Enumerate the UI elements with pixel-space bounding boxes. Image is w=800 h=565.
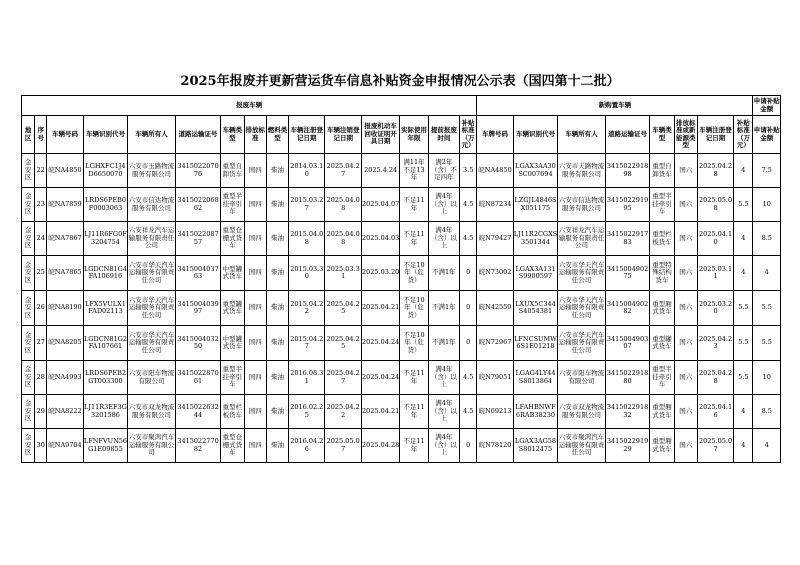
table-cell: 2015.04.22 (289, 291, 325, 326)
table-cell: LFAHBNWF6RAB38230 (513, 395, 558, 429)
table-cell: 341502207076 (175, 154, 221, 188)
table-cell: 0 (460, 326, 477, 361)
table-cell: 重型半挂牵引车 (221, 188, 244, 222)
table-cell: 341500490275 (605, 256, 650, 291)
table-cell: 六安市华天汽车运输服务有限责任公司 (128, 256, 176, 291)
table-cell: 皖NA9704 (47, 429, 83, 463)
table-cell: 六安市阳车物流有限公司 (558, 361, 606, 395)
table-cell: 金安区 (22, 154, 35, 188)
table-cell: 六安祥龙汽车运输服务有限责任公司 (558, 222, 606, 256)
table-cell: 0 (460, 256, 477, 291)
table-cell: 341502291832 (605, 395, 650, 429)
table-cell: 341502291995 (605, 188, 650, 222)
table-cell: 皖NA4850 (47, 154, 83, 188)
table-cell: 柴油 (266, 154, 288, 188)
table-cell: 不足11年 (400, 361, 428, 395)
column-header: 车辆号码 (47, 116, 83, 154)
header-row (22, 116, 781, 154)
table-cell: 重型半挂牵引车 (650, 188, 674, 222)
table-cell: LFNFVUN56G1E09855 (83, 429, 128, 463)
table-cell: 5.5 (734, 291, 753, 326)
column-header: 车辆注册登记日期 (697, 116, 733, 154)
table-cell: 341502291783 (605, 222, 650, 256)
table-cell: 2015.03.27 (289, 188, 325, 222)
table-cell: 皖N78120 (477, 429, 513, 463)
table-cell: 六安祥龙汽车运输服务有限责任公司 (128, 222, 176, 256)
column-header: 报废机动车回收证明开具日期 (361, 116, 399, 154)
table-body (22, 154, 781, 463)
table-cell: 2025.03.31 (325, 256, 361, 291)
table-cell: 2014.03.10 (289, 154, 325, 188)
table-cell: LXUX5C344S4054381 (513, 291, 558, 326)
table-cell: 柴油 (266, 222, 288, 256)
table-row (22, 361, 781, 395)
table-row (22, 188, 781, 222)
table-cell: 国六 (674, 222, 697, 256)
table-cell: 5.5 (753, 291, 781, 326)
table-cell: 2025.04.24 (361, 361, 399, 395)
table-cell: 2025.05.08 (697, 188, 733, 222)
table-cell: 2025.04.27 (325, 361, 361, 395)
table-cell: 2025.03.20 (697, 291, 733, 326)
table-cell: 六安市华天汽车运输服务有限责任公司 (128, 326, 176, 361)
table-cell: 2025.04.28 (697, 154, 733, 188)
table-cell: 2025.04.07 (361, 188, 399, 222)
table-cell: LGAX3AG58S8012475 (513, 429, 558, 463)
table-cell: 柴油 (266, 256, 288, 291)
column-header: 提前报废时间 (428, 116, 459, 154)
table-cell: 皖NA4993 (47, 361, 83, 395)
table-cell: 不满1年 (428, 291, 459, 326)
column-header: 燃料类型 (266, 116, 288, 154)
table-cell: 重型仓栅式货车 (221, 222, 244, 256)
table-row (22, 326, 781, 361)
table-cell: 国六 (674, 361, 697, 395)
table-cell: LGHXFC1J4D6650070 (83, 154, 128, 188)
table-cell: 3.5 (460, 154, 477, 188)
table-cell: 国六 (674, 291, 697, 326)
column-header: 车辆识别代号 (83, 116, 128, 154)
column-header: 车牌号码 (477, 116, 513, 154)
table-cell: 4 (734, 222, 753, 256)
table-cell: 柴油 (266, 395, 288, 429)
table-cell: 341502277082 (175, 429, 221, 463)
table-cell: 2025.04.16 (697, 395, 733, 429)
table-cell: 5.5 (734, 188, 753, 222)
table-cell: 341500490282 (605, 291, 650, 326)
table-cell: 金安区 (22, 361, 35, 395)
table-cell: 22 (35, 154, 47, 188)
column-header: 申请补贴金额 (753, 116, 781, 154)
table-cell: 341502291880 (605, 361, 650, 395)
table-cell: LGDCN81G4FA106916 (83, 256, 128, 291)
table-cell: 柴油 (266, 188, 288, 222)
column-header: 序号 (35, 116, 47, 154)
column-header: 排放标准或新能源类型 (674, 116, 697, 154)
table-cell: 2025.04.21 (361, 395, 399, 429)
table-cell: 2025.04.24 (361, 326, 399, 361)
table-cell: 重型厢式货车 (650, 395, 674, 429)
table-cell: 341502263244 (175, 395, 221, 429)
table-cell: 4.5 (460, 361, 477, 395)
table-cell: 国六 (674, 326, 697, 361)
table-cell: 4.5 (460, 222, 477, 256)
table-cell: 4 (734, 256, 753, 291)
table-cell: 国六 (674, 256, 697, 291)
table-cell: 不足10年（危货） (400, 291, 428, 326)
table-cell: 不足10年（危货） (400, 256, 428, 291)
table-cell: LFNCSUMW6S1E01218 (513, 326, 558, 361)
table-row (22, 395, 781, 429)
table-cell: 国六 (674, 429, 697, 463)
table-cell: 皖N73002 (477, 256, 513, 291)
table-cell: 2025.04.28 (697, 361, 733, 395)
table-cell: LGAG4LY44S8013864 (513, 361, 558, 395)
table-cell: 5.5 (734, 361, 753, 395)
table-cell: 2025.04.22 (325, 395, 361, 429)
table-cell: LFX5VULX1FAD02113 (83, 291, 128, 326)
column-header: 补贴标准（万元） (460, 116, 477, 154)
table-row (22, 429, 781, 463)
table-cell: 六安市天路物流服务有限公司 (558, 154, 606, 188)
table-cell: 六安市华天汽车运输服务有限责任公司 (558, 291, 606, 326)
table-cell: 六安市玉路物流服务有限公司 (128, 154, 176, 188)
table-cell: 六安市华天汽车运输服务有限责任公司 (128, 291, 176, 326)
table-cell: 2025.04.10 (697, 222, 733, 256)
table-cell: LJ11R3EF3G3201586 (83, 395, 128, 429)
table-cell: 六安市双龙物流服务有限公司 (128, 395, 176, 429)
table-cell: 国四 (244, 429, 266, 463)
table-cell: 341500403763 (175, 256, 221, 291)
table-cell: 341502291898 (605, 154, 650, 188)
table-row (22, 222, 781, 256)
table-cell: 满4年（含）以上 (428, 361, 459, 395)
table-cell: 重型罐式货车 (650, 326, 674, 361)
table-cell: 2025.04.25 (325, 291, 361, 326)
table-cell: 国四 (244, 222, 266, 256)
table-cell: LRDS6PEB2GT003300 (83, 361, 128, 395)
table-row (22, 154, 781, 188)
table-cell: 0 (460, 429, 477, 463)
table-cell: 皖N69213 (477, 395, 513, 429)
table-cell: 重型罐式货车 (221, 291, 244, 326)
column-header: 道路运输证号 (605, 116, 650, 154)
table-cell: 国四 (244, 326, 266, 361)
table-cell: 金安区 (22, 256, 35, 291)
table-cell: 不足11年 (400, 222, 428, 256)
table-cell: 重型特殊结构货车 (650, 256, 674, 291)
table-cell: 2025.04.03 (361, 222, 399, 256)
table-cell: 国六 (674, 188, 697, 222)
table-cell: 5.5 (734, 326, 753, 361)
table-cell: 金安区 (22, 291, 35, 326)
table-cell: 不足11年 (400, 395, 428, 429)
table-cell: 2015.03.30 (289, 256, 325, 291)
table-cell: 341502206862 (175, 188, 221, 222)
table-cell: 皖N72967 (477, 326, 513, 361)
table-cell: 六安市华天汽车运输服务有限责任公司 (558, 326, 606, 361)
table-cell: LJ11R2CGXS3501344 (513, 222, 558, 256)
table-cell: 2025.03.11 (697, 256, 733, 291)
table-cell: 4 (753, 429, 781, 463)
table-cell: 金安区 (22, 326, 35, 361)
table-cell: 六安市阳车物流有限公司 (128, 361, 176, 395)
table-cell: 满4年（含）以上 (428, 395, 459, 429)
table-cell: 2015.04.08 (289, 222, 325, 256)
table-cell: 六安市华天汽车运输服务有限责任公司 (558, 256, 606, 291)
table-cell: 10 (753, 188, 781, 222)
table-cell: 341500403997 (175, 291, 221, 326)
table-cell: 10 (753, 361, 781, 395)
table-cell: 不足10年（危货） (400, 326, 428, 361)
table-cell: LGAX3AA30SC007694 (513, 154, 558, 188)
table-cell: 皖NA8190 (47, 291, 83, 326)
table-cell: 国六 (674, 154, 697, 188)
column-header: 排放标准 (244, 116, 266, 154)
table-cell: 满4年（含）以上 (428, 188, 459, 222)
table-cell: 28 (35, 361, 47, 395)
column-header: 车辆所有人 (128, 116, 176, 154)
table-cell: 2025.04.27 (325, 154, 361, 188)
table-cell: 六安市聚鸿汽车运输服务有限公司 (128, 429, 176, 463)
table-cell: 重型自卸货车 (221, 154, 244, 188)
table-cell: 2025.4.24 (361, 154, 399, 188)
table-cell: 29 (35, 395, 47, 429)
table-cell: 满11年不足13年 (400, 154, 428, 188)
table-cell: 皖NA7859 (47, 188, 83, 222)
table-cell: 满4年（含）以上 (428, 222, 459, 256)
table-cell: 国四 (244, 291, 266, 326)
table-cell: 六安市信达物流服务有限公司 (558, 188, 606, 222)
table-cell: 341500403250 (175, 326, 221, 361)
table-cell: 国六 (674, 395, 697, 429)
table-cell: 2015.04.27 (289, 326, 325, 361)
table-cell: 26 (35, 291, 47, 326)
table-cell: 满2年（含）不足四年 (428, 154, 459, 188)
column-header: 车辆注册登记日期 (289, 116, 325, 154)
column-header: 地区 (22, 116, 35, 154)
column-header: 车辆类型 (650, 116, 674, 154)
table-cell: 2025.03.20 (361, 256, 399, 291)
table-cell: 中型罐式货车 (221, 326, 244, 361)
page-title: 2025年报废并更新营运货车信息补贴资金申报情况公示表（国四第十二批） (180, 74, 620, 89)
table-cell: 4 (753, 256, 781, 291)
table-cell: 六安市双龙物流服务有限公司 (558, 395, 606, 429)
table-cell: 2025.04.08 (325, 188, 361, 222)
table-cell: 2016.04.26 (289, 429, 325, 463)
table-cell: LGAX3A131S9900597 (513, 256, 558, 291)
table-cell: 7.5 (753, 154, 781, 188)
column-header: 道路运输证号 (175, 116, 221, 154)
table-cell: 六安市聚鸿汽车运输服务有限责任公司 (558, 429, 606, 463)
table-cell: LJ11R6FG0F3204754 (83, 222, 128, 256)
table-row (22, 256, 781, 291)
table-row (22, 291, 781, 326)
table-cell: 金安区 (22, 395, 35, 429)
table-cell: 4 (734, 395, 753, 429)
table-cell: 4.5 (460, 395, 477, 429)
table-cell: 重型仓栅式货车 (221, 429, 244, 463)
table-cell: 4.5 (460, 188, 477, 222)
table-cell: 不足11年 (400, 188, 428, 222)
table-cell: 柴油 (266, 429, 288, 463)
table-cell: 柴油 (266, 361, 288, 395)
table-cell: 25 (35, 256, 47, 291)
table-cell: 4 (734, 429, 753, 463)
table-cell: 重型半挂牵引车 (650, 361, 674, 395)
table-cell: 皖NA7867 (47, 222, 83, 256)
table-cell: 国四 (244, 188, 266, 222)
table-cell: 8.5 (753, 395, 781, 429)
table-cell: 皖NA7865 (47, 256, 83, 291)
table-cell: 皖N79427 (477, 222, 513, 256)
table-cell: 皖N87234 (477, 188, 513, 222)
table-cell: 2025.04.25 (325, 326, 361, 361)
table-cell: 皖NA8222 (47, 395, 83, 429)
group-new-vehicle: 新购置车辆 (477, 96, 753, 116)
column-header: 车辆识别代号 (513, 116, 558, 154)
table-cell: 国四 (244, 395, 266, 429)
table-cell: 30 (35, 429, 47, 463)
table-cell: 中型罐式货车 (221, 256, 244, 291)
table-cell: 8.5 (753, 222, 781, 256)
table-cell: 重型厢式货车 (650, 429, 674, 463)
table-cell: 2025.05.07 (325, 429, 361, 463)
table-cell: 六安市信达物流服务有限公司 (128, 188, 176, 222)
table-cell: 不满1年 (428, 256, 459, 291)
table-cell: 2025.04.23 (697, 326, 733, 361)
table-cell: 2025.04.28 (361, 429, 399, 463)
table-cell: LZGJL4846SX051175 (513, 188, 558, 222)
table-cell: 皖N42550 (477, 291, 513, 326)
table-cell: 金安区 (22, 222, 35, 256)
table-cell: 重型厢式货车 (650, 291, 674, 326)
table-cell: 341502291929 (605, 429, 650, 463)
table-cell: LRDS6PEB0F0003063 (83, 188, 128, 222)
subsidy-table (21, 95, 781, 463)
column-header: 车辆所有人 (558, 116, 606, 154)
table-cell: 国四 (244, 154, 266, 188)
table-cell: 满4年（含）以上 (428, 429, 459, 463)
table-cell: 27 (35, 326, 47, 361)
column-header: 车辆类型 (221, 116, 244, 154)
table-cell: LGDCN81G2FA107661 (83, 326, 128, 361)
table-cell: 皖N79051 (477, 361, 513, 395)
table-cell: 2025.05.07 (697, 429, 733, 463)
table-cell: 2016.02.25 (289, 395, 325, 429)
group-scrap-vehicle: 报废车辆 (22, 96, 477, 116)
column-header: 实际使用年限 (400, 116, 428, 154)
table-cell: 0 (460, 291, 477, 326)
table-cell: 重型自卸货车 (650, 154, 674, 188)
table-cell: 不满1年 (428, 326, 459, 361)
table-cell: 341502208757 (175, 222, 221, 256)
table-cell: 重型栏板货车 (221, 395, 244, 429)
table-cell: 23 (35, 188, 47, 222)
table-cell: 24 (35, 222, 47, 256)
column-header: 车辆注销登记日期 (325, 116, 361, 154)
table-cell: 341502287061 (175, 361, 221, 395)
table-cell: 柴油 (266, 291, 288, 326)
table-cell: 重型半挂牵引车 (221, 361, 244, 395)
table-cell: 国四 (244, 256, 266, 291)
table-cell: 不足11年 (400, 429, 428, 463)
group-subsidy: 申请补贴金额 (753, 96, 781, 116)
table-cell: 341500490307 (605, 326, 650, 361)
table-cell: 重型栏板货车 (650, 222, 674, 256)
table-cell: 金安区 (22, 429, 35, 463)
table-cell: 国四 (244, 361, 266, 395)
table-cell: 皖NA4850 (477, 154, 513, 188)
column-header: 补贴标准（万元） (734, 116, 753, 154)
table-cell: 皖NA8205 (47, 326, 83, 361)
table-cell: 2025.04.08 (325, 222, 361, 256)
table-cell: 柴油 (266, 326, 288, 361)
table-cell: 5.5 (753, 326, 781, 361)
table-cell: 4 (734, 154, 753, 188)
table-cell: 2025.04.21 (361, 291, 399, 326)
table-cell: 2016.08.31 (289, 361, 325, 395)
table-cell: 金安区 (22, 188, 35, 222)
